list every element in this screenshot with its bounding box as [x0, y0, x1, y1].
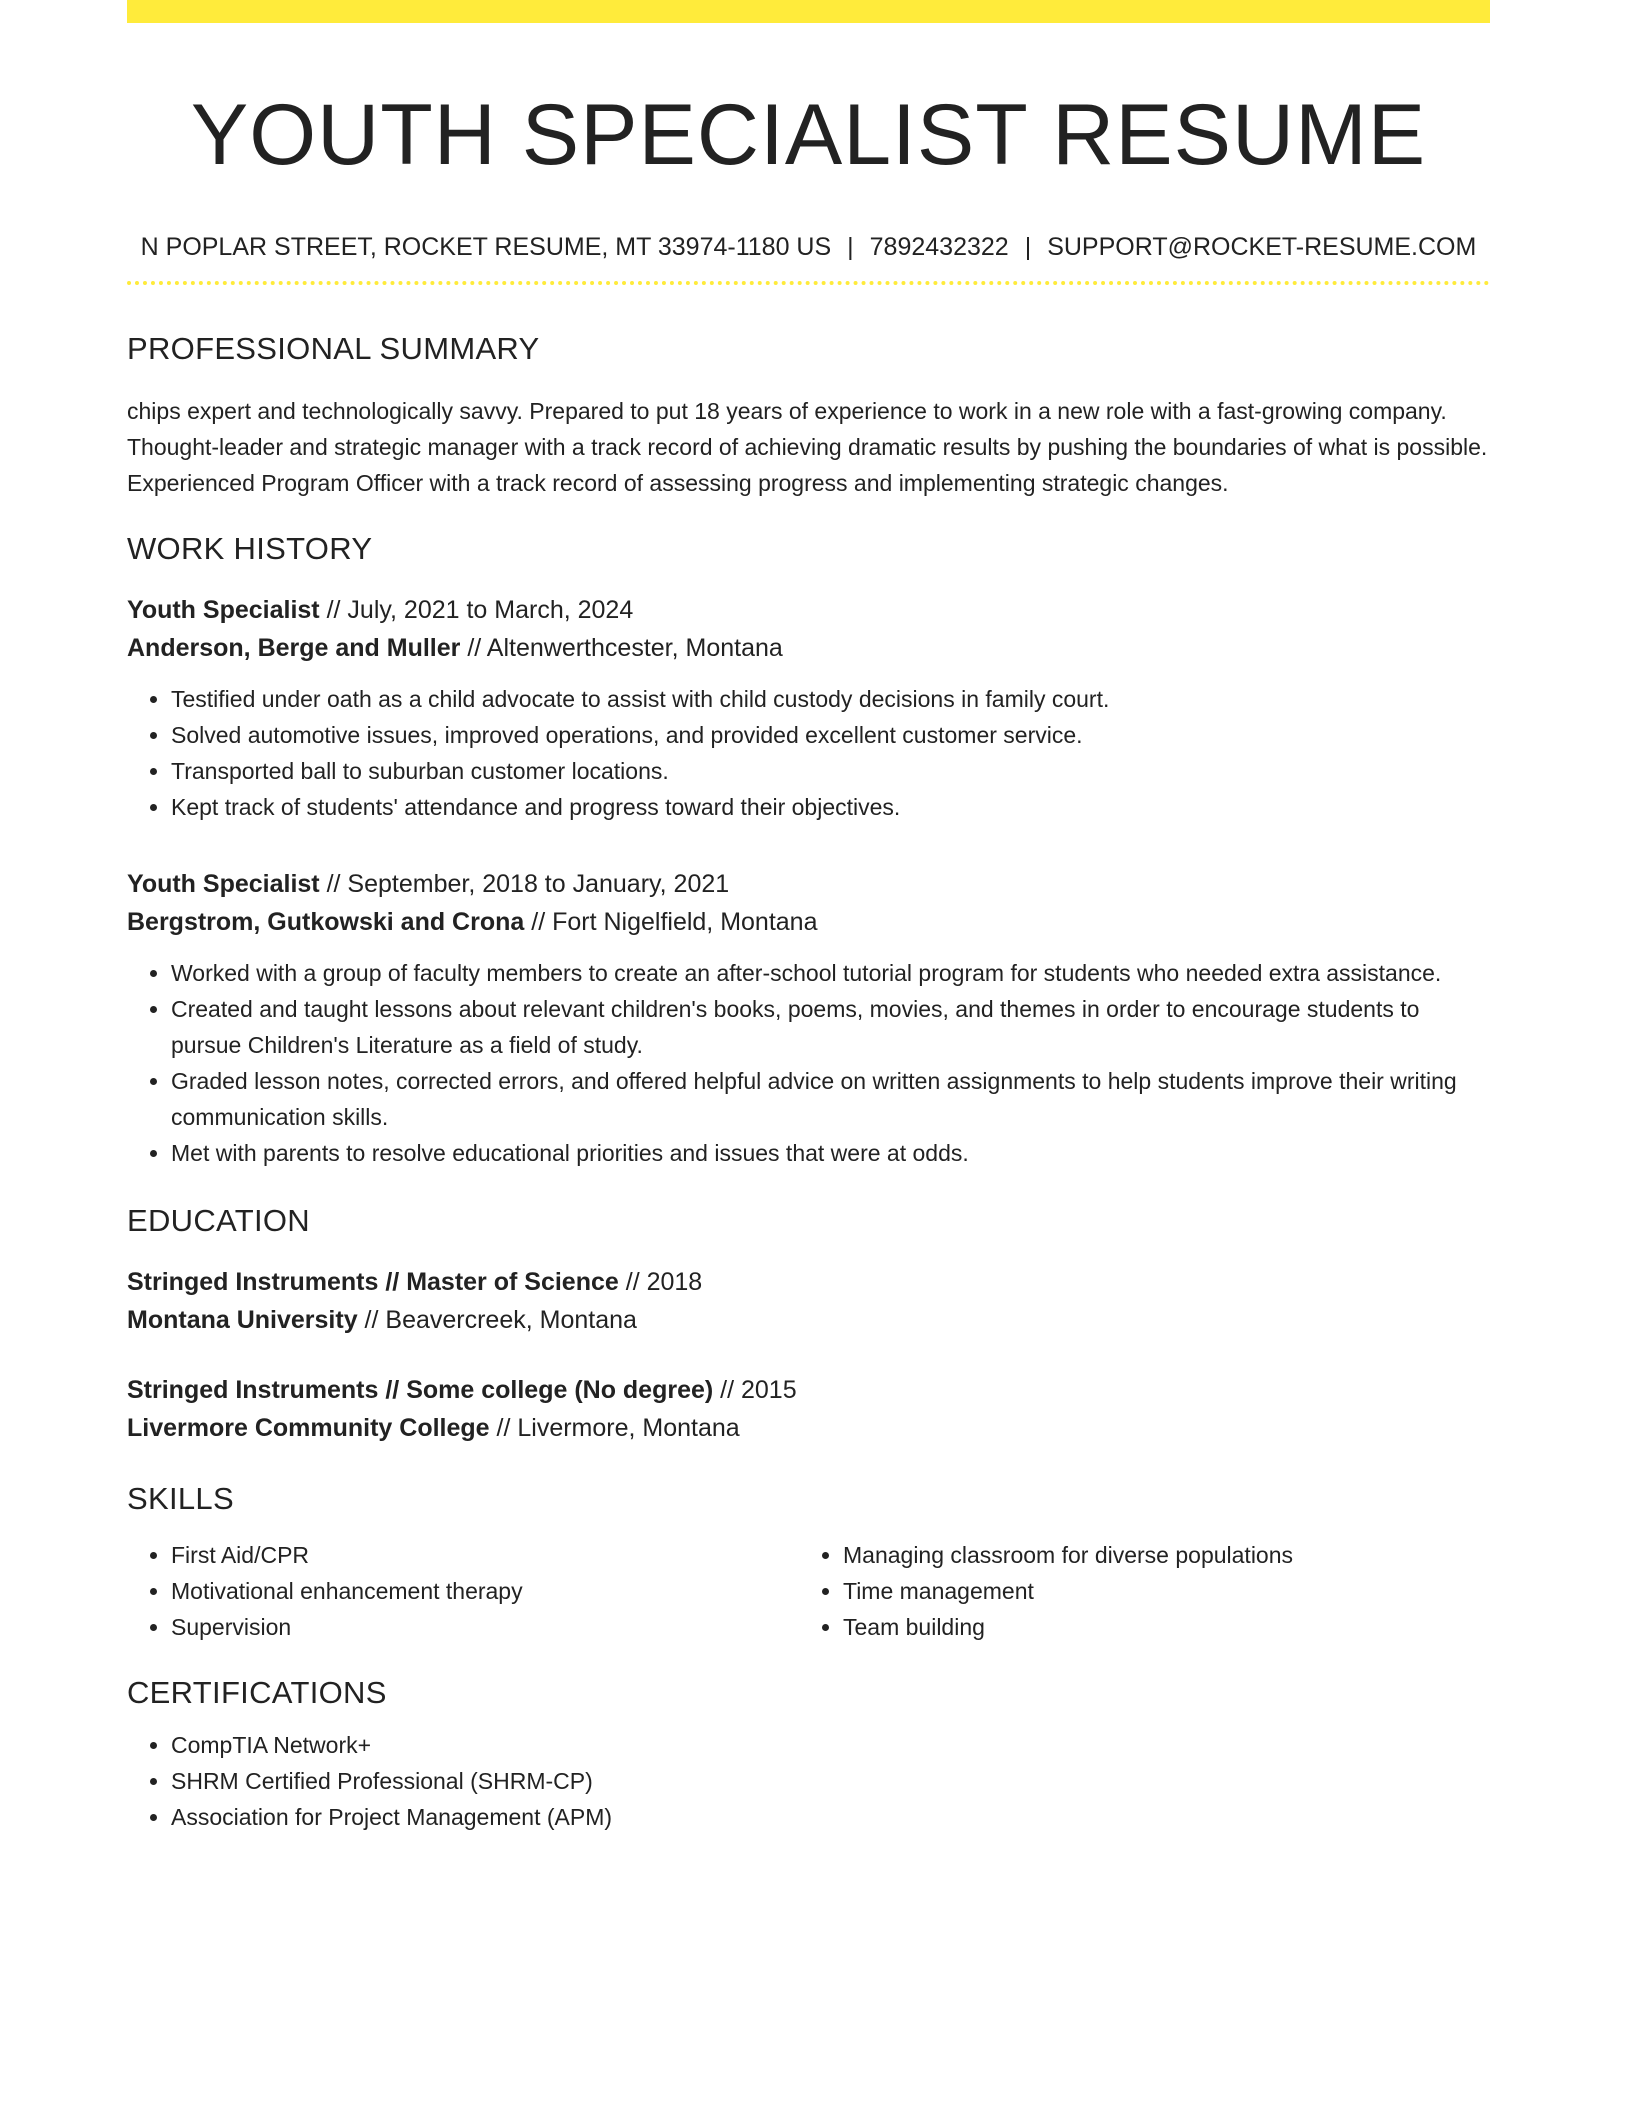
- job-bullets: [127, 681, 1490, 825]
- skills-heading: SKILLS: [127, 1481, 234, 1516]
- job-entry: [127, 591, 1490, 825]
- skills-grid: [127, 1537, 1490, 1645]
- list-item: • Managing classroom for diverse populations: [843, 1537, 1471, 1573]
- school: Livermore Community College: [127, 1414, 490, 1442]
- list-item: • Time management: [843, 1573, 1471, 1609]
- degree-line: [127, 1263, 1490, 1301]
- school-line: [127, 1301, 1490, 1339]
- list-item: • Motivational enhancement therapy: [171, 1573, 799, 1609]
- education-heading: EDUCATION: [127, 1203, 310, 1238]
- contact-line: [127, 231, 1490, 263]
- resume-page: [127, 0, 1490, 1835]
- summary-heading: PROFESSIONAL SUMMARY: [127, 331, 540, 366]
- list-item: • First Aid/CPR: [171, 1537, 799, 1573]
- contact-address: N POPLAR STREET, ROCKET RESUME, MT 33974-1180 US: [140, 233, 832, 261]
- job-company-line: [127, 903, 1490, 941]
- education-entry: [127, 1371, 1490, 1447]
- education-entry: [127, 1263, 1490, 1339]
- list-item: • Kept track of students' attendance and progress toward their objectives.: [171, 789, 1490, 825]
- job-title: Youth Specialist: [127, 596, 320, 624]
- list-item: • SHRM Certified Professional (SHRM-CP): [171, 1763, 1490, 1799]
- list-item: • Worked with a group of faculty members to create an after-school tutorial program for students who needed extra assistance.: [171, 955, 1490, 991]
- contact-separator: |: [847, 233, 854, 261]
- job-dates: // July, 2021 to March, 2024: [319, 596, 634, 624]
- degree-line: [127, 1371, 1490, 1409]
- degree-year: // 2018: [618, 1268, 703, 1296]
- job-company: Anderson, Berge and Muller: [127, 634, 461, 662]
- degree-year: // 2015: [713, 1376, 797, 1404]
- list-item: • Association for Project Management (APM): [171, 1799, 1490, 1835]
- contact-separator: |: [1024, 233, 1032, 261]
- certifications-list: [127, 1727, 1490, 1835]
- dotted-divider: [127, 281, 1490, 285]
- job-title: Youth Specialist: [127, 870, 320, 898]
- job-dates: // September, 2018 to January, 2021: [319, 870, 730, 898]
- school-location: // Livermore, Montana: [489, 1414, 740, 1442]
- list-item: • Team building: [843, 1609, 1471, 1645]
- list-item: • Supervision: [171, 1609, 799, 1645]
- degree: Stringed Instruments // Some college (No degree): [127, 1376, 714, 1404]
- job-company: Bergstrom, Gutkowski and Crona: [127, 908, 525, 936]
- job-location: // Altenwerthcester, Montana: [460, 634, 783, 662]
- work-history-heading: WORK HISTORY: [127, 531, 373, 566]
- certifications-heading: CERTIFICATIONS: [127, 1675, 387, 1710]
- list-item: • CompTIA Network+: [171, 1727, 1490, 1763]
- list-item: • Created and taught lessons about relevant children's books, poems, movies, and themes in order to encourage students to pursue Children's Literature as a field of study.: [171, 991, 1490, 1063]
- job-entry: [127, 865, 1490, 1171]
- contact-phone: 7892432322: [869, 233, 1009, 261]
- job-title-line: [127, 865, 1490, 903]
- contact-email: SUPPORT@ROCKET-RESUME.COM: [1047, 233, 1477, 261]
- school-location: // Beavercreek, Montana: [357, 1306, 637, 1334]
- degree: Stringed Instruments // Master of Science: [127, 1268, 619, 1296]
- job-title-line: [127, 591, 1490, 629]
- skills-column-left: [127, 1537, 799, 1645]
- page-title: YOUTH SPECIALIST RESUME: [190, 87, 1427, 183]
- list-item: • Transported ball to suburban customer locations.: [171, 753, 1490, 789]
- job-bullets: [127, 955, 1490, 1171]
- skills-column-right: [799, 1537, 1471, 1645]
- list-item: • Graded lesson notes, corrected errors, and offered helpful advice on written assignments to help students improve their writing communication skills.: [171, 1063, 1490, 1135]
- list-item: • Solved automotive issues, improved operations, and provided excellent customer service.: [171, 717, 1490, 753]
- job-location: // Fort Nigelfield, Montana: [524, 908, 818, 936]
- school-line: [127, 1409, 1490, 1447]
- list-item: • Testified under oath as a child advocate to assist with child custody decisions in family court.: [171, 681, 1490, 717]
- top-accent-bar: [127, 0, 1490, 23]
- job-company-line: [127, 629, 1490, 667]
- summary-text: chips expert and technologically savvy. Prepared to put 18 years of experience to work in a new role with a fast-growing company. Thought-leader and strategic manager with a track record of achieving dramatic results by pushing the boundaries of what is possible. Experienced Program Officer with a track record of assessing progress and implementing strategic changes.: [127, 398, 1488, 496]
- list-item: • Met with parents to resolve educational priorities and issues that were at odds.: [171, 1135, 1490, 1171]
- school: Montana University: [127, 1306, 358, 1334]
